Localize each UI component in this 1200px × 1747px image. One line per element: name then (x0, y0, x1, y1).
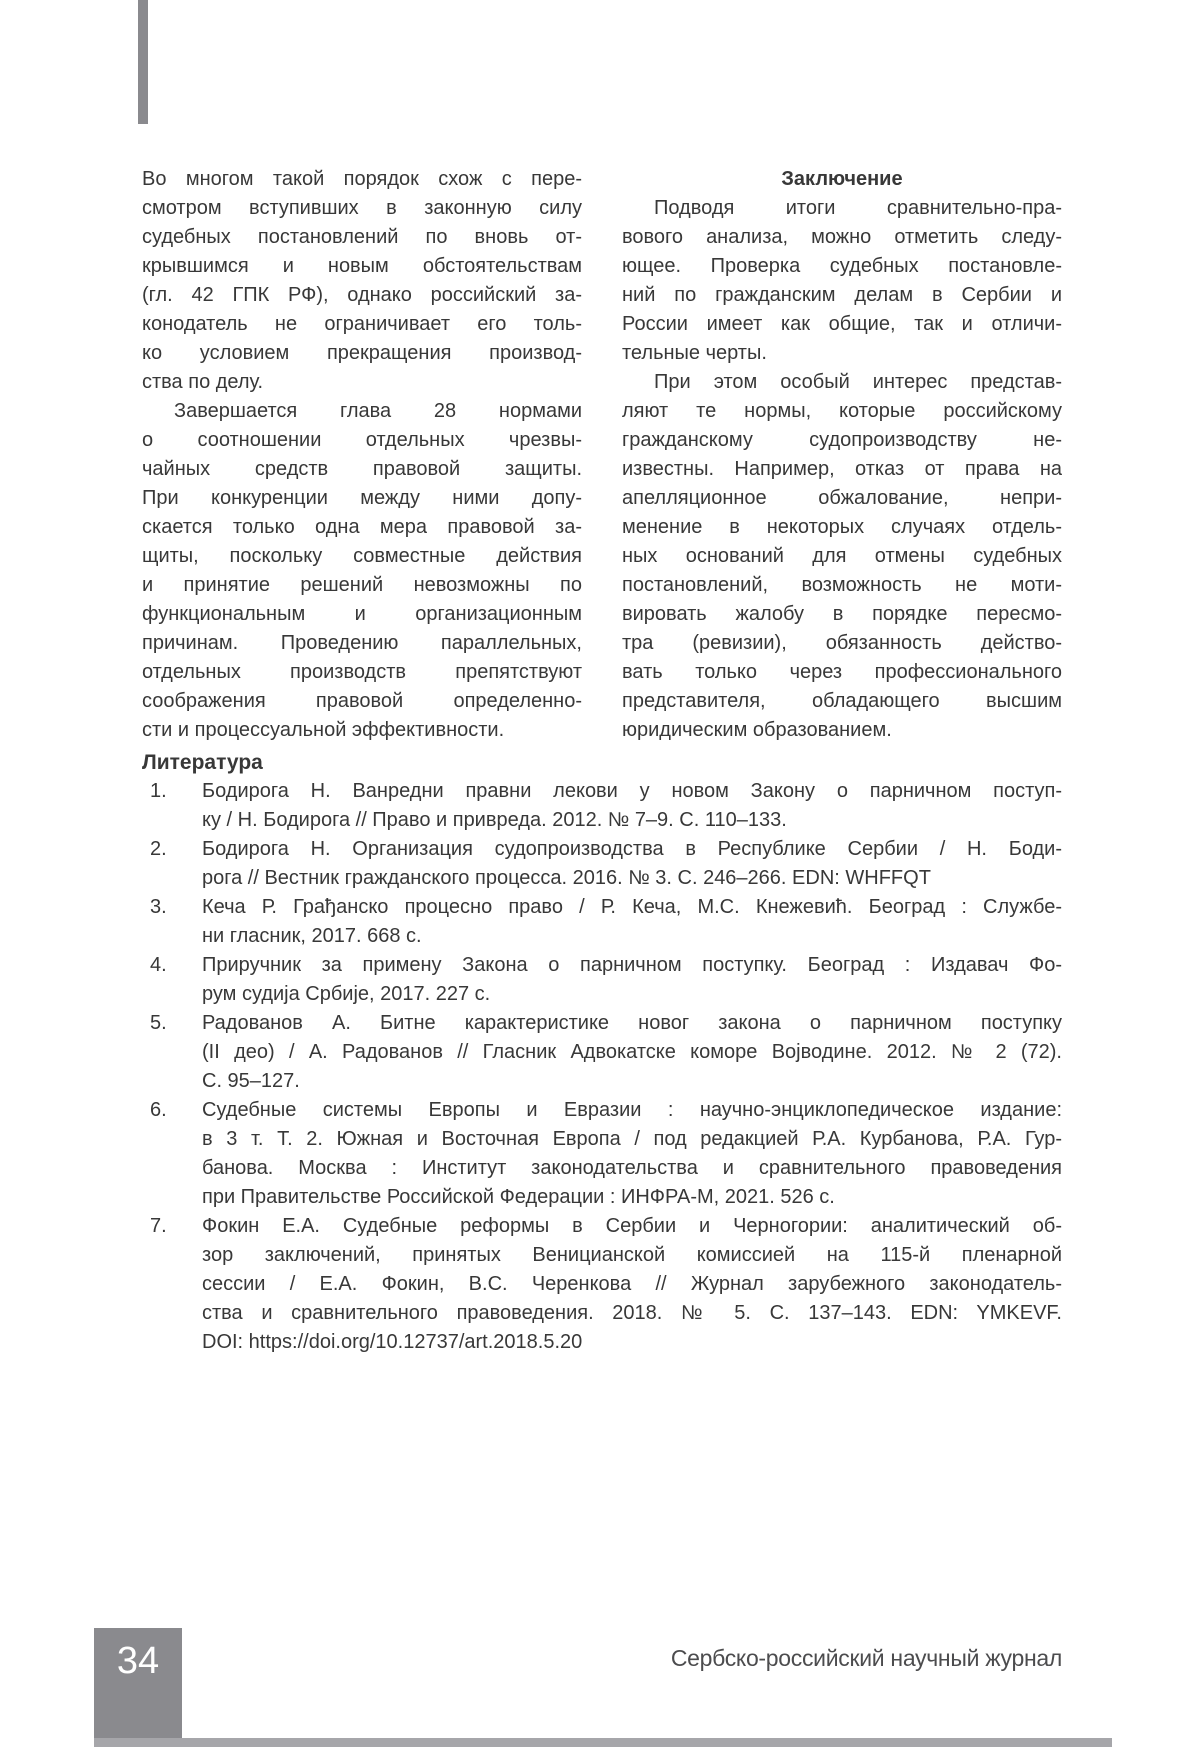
text-line: постановлений, возможность не моти- (622, 574, 1062, 596)
reference-number: 2. (150, 838, 167, 860)
text-line: России имеет как общие, так и отличи- (622, 313, 1062, 335)
text-line: щиты, поскольку совместные действия (142, 545, 582, 567)
text-line: вировать жалобу в порядке пересмо- (622, 603, 1062, 625)
text-line: При этом особый интерес представ- (654, 371, 1062, 393)
text-line: ющее. Проверка судебных постановле- (622, 255, 1062, 277)
reference-line: ни гласник, 2017. 668 с. (202, 925, 422, 947)
reference-text (202, 1009, 1062, 1096)
text-line: сти и процессуальной эффективности. (142, 719, 505, 741)
reference-text (202, 1096, 1062, 1212)
reference-item (142, 1096, 1062, 1212)
reference-line: при Правительстве Российской Федерации : ИНФРА-М, 2021. 526 с. (202, 1186, 835, 1208)
text-line: представителя, обладающего высшим (622, 690, 1062, 712)
text-line: ства по делу. (142, 371, 264, 393)
text-line: ных оснований для отмены судебных (622, 545, 1062, 567)
reference-item (142, 777, 1062, 835)
page-content (142, 165, 1062, 1357)
bottom-edge-strip (94, 1738, 1112, 1747)
reference-line: Кеча Р. Грађанско процесно право / Р. Кеча, М.С. Кнежевић. Београд : Службе- (202, 896, 1062, 918)
reference-line: Бодирога Н. Ванредни правни лекови у новом Закону о парничном поступ- (202, 780, 1062, 802)
journal-title: Сербско-российский научный журнал (670, 1645, 1062, 1671)
text-line: ний по гражданским делам в Сербии и (622, 284, 1062, 306)
right-column-body (622, 194, 1062, 745)
reference-line: рога // Вестник гражданского процесса. 2016. № 3. С. 246–266. EDN: WHFFQT (202, 867, 931, 889)
two-column-text (142, 165, 1062, 745)
text-line: ко условием прекращения производ- (142, 342, 582, 364)
text-line: функциональным и организационным (142, 603, 582, 625)
reference-number: 7. (150, 1215, 167, 1237)
top-margin-bar (138, 0, 148, 124)
text-line: вового анализа, можно отметить следу- (622, 226, 1062, 248)
text-line: судебных постановлений по вновь от- (142, 226, 582, 248)
text-line: отдельных производств препятствуют (142, 661, 582, 683)
text-line: гражданскому судопроизводству не- (622, 429, 1062, 451)
reference-line: Фокин Е.А. Судебные реформы в Сербии и Черногории: аналитический об- (202, 1215, 1062, 1237)
reference-text (202, 777, 1062, 835)
conclusion-heading: Заключение (781, 168, 903, 190)
text-line: ляют те нормы, которые российскому (622, 400, 1062, 422)
reference-line: DOI: https://doi.org/10.12737/art.2018.5.20 (202, 1331, 583, 1353)
text-line: менение в некоторых случаях отдель- (622, 516, 1062, 538)
reference-item (142, 951, 1062, 1009)
reference-item (142, 893, 1062, 951)
text-line: юридическим образованием. (622, 719, 892, 741)
reference-line: (II део) / А. Радованов // Гласник Адвокатске коморе Војводине. 2012. № 2 (72). (202, 1041, 1062, 1063)
text-line: Завершается глава 28 нормами (174, 400, 582, 422)
reference-text (202, 1212, 1062, 1357)
text-line: вать только через профессионального (622, 661, 1062, 683)
reference-text (202, 951, 1062, 1009)
reference-number: 4. (150, 954, 167, 976)
reference-text (202, 893, 1062, 951)
reference-line: ку / Н. Бодирога // Право и привреда. 2012. № 7–9. С. 110–133. (202, 809, 787, 831)
text-line: и принятие решений невозможны по (142, 574, 582, 596)
reference-number: 1. (150, 780, 167, 802)
text-line: соображения правовой определенно- (142, 690, 582, 712)
text-line: апелляционное обжалование, непри- (622, 487, 1062, 509)
reference-text (202, 835, 1062, 893)
text-line: чайных средств правовой защиты. (142, 458, 582, 480)
reference-line: зор заключений, принятых Веницианской комиссией на 115-й пленарной (202, 1244, 1062, 1266)
page-number-box (94, 1628, 182, 1747)
text-line: о соотношении отдельных чрезвы- (142, 429, 582, 451)
text-line: смотром вступивших в законную силу (142, 197, 582, 219)
text-line: тельные черты. (622, 342, 767, 364)
text-line: тра (ревизии), обязанность действо- (622, 632, 1062, 654)
references-section (142, 748, 1062, 1357)
reference-line: ства и сравнительного правоведения. 2018. № 5. С. 137–143. EDN: YMKEVF. (202, 1302, 1062, 1324)
reference-line: Судебные системы Европы и Евразии : научно-энциклопедическое издание: (202, 1099, 1062, 1121)
reference-line: в 3 т. Т. 2. Южная и Восточная Европа / под редакцией Р.А. Курбанова, Р.А. Гур- (202, 1128, 1062, 1150)
page-number: 34 (116, 1640, 160, 1682)
reference-item (142, 1212, 1062, 1357)
reference-line: рум судија Србије, 2017. 227 с. (202, 983, 491, 1005)
text-line: Подводя итоги сравнительно-пра- (654, 197, 1062, 219)
text-line: Во многом такой порядок схож с пере- (142, 168, 582, 190)
text-line: скается только одна мера правовой за- (142, 516, 582, 538)
text-line: причинам. Проведению параллельных, (142, 632, 582, 654)
references-heading: Литература (142, 751, 263, 774)
reference-line: Бодирога Н. Организация судопроизводства в Республике Сербии / Н. Боди- (202, 838, 1062, 860)
reference-item (142, 835, 1062, 893)
reference-line: сессии / Е.А. Фокин, В.С. Черенкова // Журнал зарубежного законодатель- (202, 1273, 1062, 1295)
reference-line: банова. Москва : Институт законодательства и сравнительного правоведения (202, 1157, 1062, 1179)
reference-number: 3. (150, 896, 167, 918)
reference-line: Приручник за примену Закона о парничном поступку. Београд : Издавач Фо- (202, 954, 1062, 976)
reference-line: С. 95–127. (202, 1070, 300, 1092)
left-column (142, 165, 582, 745)
reference-number: 6. (150, 1099, 167, 1121)
text-line: При конкуренции между ними допу- (142, 487, 582, 509)
references-list (142, 777, 1062, 1357)
right-column (622, 165, 1062, 745)
reference-item (142, 1009, 1062, 1096)
text-line: крывшимся и новым обстоятельствам (142, 255, 582, 277)
reference-number: 5. (150, 1012, 167, 1034)
text-line: конодатель не ограничивает его толь- (142, 313, 582, 335)
text-line: (гл. 42 ГПК РФ), однако российский за- (142, 284, 582, 306)
text-line: известны. Например, отказ от права на (622, 458, 1062, 480)
reference-line: Радованов А. Битне карактеристике новог закона о парничном поступку (202, 1012, 1062, 1034)
